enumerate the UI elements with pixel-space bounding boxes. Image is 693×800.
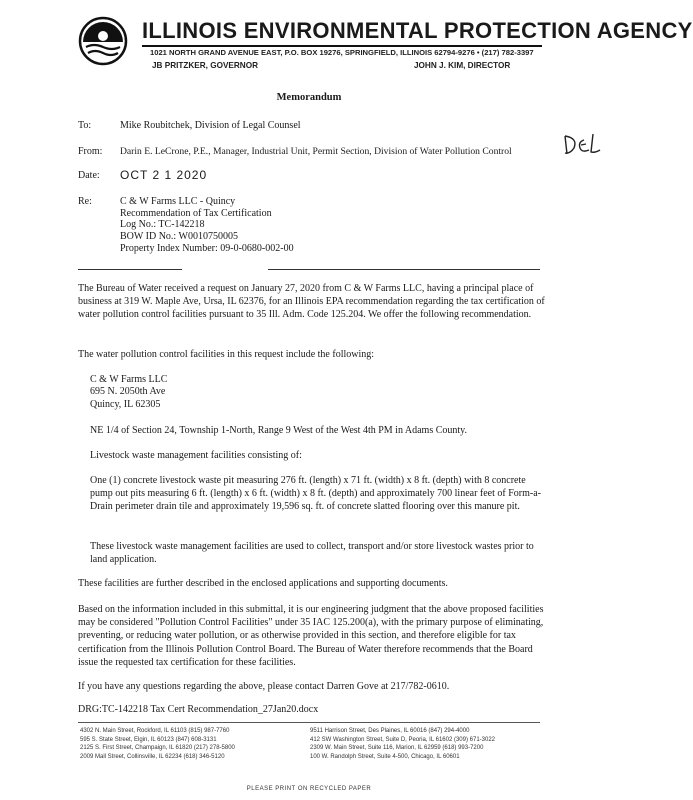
date-stamp: OCT 2 1 2020 (120, 168, 208, 182)
letterhead-rule (142, 45, 542, 47)
office-chicago: 100 W. Randolph Street, Suite 4-500, Chicago, IL 60601 (310, 753, 460, 760)
director-name: JOHN J. KIM, DIRECTOR (414, 61, 511, 70)
document-reference: DRG:TC-142218 Tax Cert Recommendation_27Jan20.docx (78, 704, 319, 715)
facility-description: One (1) concrete livestock waste pit measuring 276 ft. (length) x 71 ft. (width) x 8 ft. (depth) with 8 concrete pump out pits measuring 6 ft. (length) x 6 ft. (width) x 8 ft. (depth) and approximately 700 linear feet of Form-a-Drain perimeter drain tile and approximately 19,596 sq. ft. of concrete slatted flooring over this manure pit. (90, 475, 542, 513)
handwritten-initials (562, 128, 602, 158)
to-value: Mike Roubitchek, Division of Legal Counsel (120, 120, 301, 131)
office-elgin: 595 S. State Street, Elgin, IL 60123 (847) 608-3131 (80, 736, 217, 743)
footer-offices-left (80, 727, 235, 761)
memo-title: Memorandum (276, 92, 342, 103)
footer-rule (78, 722, 540, 723)
separator-right (268, 269, 540, 270)
judgment-paragraph: Based on the information included in this submittal, it is our engineering judgment that the above proposed facilities may be considered "Pollution Control Facilities" under 35 IAC 125.200(a), with the primary purpose of eliminating, preventing, or reducing water pollution, or as otherwise provided in this section, and therefore eligible for tax certification from the Illinois Pollution Control Board. The Bureau of Water therefore recommends that the Board issue the requested tax certification for these facilities. (78, 604, 544, 668)
facility-address-block (90, 374, 167, 411)
to-label: To: (78, 120, 92, 131)
re-block (120, 196, 294, 255)
facility-name: C & W Farms LLC (90, 374, 168, 385)
re-line-pin: Property Index Number: 09-0-0680-002-00 (120, 242, 294, 254)
facility-city: Quincy, IL 62305 (90, 398, 161, 410)
agency-name: ILLINOIS ENVIRONMENTAL PROTECTION AGENCY (142, 18, 693, 43)
office-marion: 2309 W. Main Street, Suite 116, Marion, IL 62959 (618) 993-7200 (310, 745, 484, 752)
facilities-intro: The water pollution control facilities in this request include the following: (78, 349, 375, 360)
system-heading: Livestock waste management facilities consisting of: (90, 450, 302, 461)
re-label: Re: (78, 196, 92, 207)
intro-paragraph: The Bureau of Water received a request on January 27, 2020 from C & W Farms LLC, having a principal place of business at 319 W. Maple Ave, Ursa, IL 62376, for an Illinois EPA recommendation regarding the tax certification of water pollution control facilities pursuant to 35 Ill. Adm. Code 125.204. We offer the following recommendation. (78, 283, 545, 321)
re-line-subject: C & W Farms LLC - Quincy (120, 196, 236, 207)
office-champaign: 2125 S. First Street, Champaign, IL 61820 (217) 278-5800 (80, 745, 235, 752)
from-value: Darin E. LeCrone, P.E., Manager, Industrial Unit, Permit Section, Division of Water Pollution Control (120, 146, 512, 157)
enclosures-note: These facilities are further described in the enclosed applications and supporting documents. (78, 578, 448, 589)
facility-purpose: These livestock waste management facilities are used to collect, transport and/or store livestock wastes prior to land application. (90, 541, 534, 566)
office-des-plaines: 9511 Harrison Street, Des Plaines, IL 60016 (847) 294-4000 (310, 728, 470, 734)
agency-seal-logo (78, 16, 128, 66)
office-rockford: 4302 N. Main Street, Rockford, IL 61103 (815) 987-7760 (80, 728, 230, 734)
office-collinsville: 2009 Mall Street, Collinsville, IL 62234 (618) 346-5120 (80, 753, 225, 760)
separator-left (78, 269, 182, 270)
facility-location: NE 1/4 of Section 24, Township 1-North, Range 9 West of the West 4th PM in Adams County. (90, 425, 468, 436)
contact-line: If you have any questions regarding the above, please contact Darren Gove at 217/782-0610. (78, 681, 450, 692)
date-label: Date: (78, 170, 100, 181)
facility-street: 695 N. 2050th Ave (90, 386, 166, 398)
recycled-paper-note: PLEASE PRINT ON RECYCLED PAPER (246, 786, 372, 792)
agency-address: 1021 NORTH GRAND AVENUE EAST, P.O. BOX 19276, SPRINGFIELD, ILLINOIS 62794-9276 • (217) 782-3397 (150, 48, 534, 57)
office-peoria: 412 SW Washington Street, Suite D, Peoria, IL 61602 (309) 671-3022 (310, 736, 495, 743)
re-line-bow-id: BOW ID No.: W0010750005 (120, 231, 238, 243)
from-label: From: (78, 146, 103, 157)
re-line-topic: Recommendation of Tax Certification (120, 207, 272, 219)
footer-offices-right (310, 727, 495, 761)
governor-name: JB PRITZKER, GOVERNOR (152, 61, 258, 70)
re-line-log-no: Log No.: TC-142218 (120, 219, 205, 231)
